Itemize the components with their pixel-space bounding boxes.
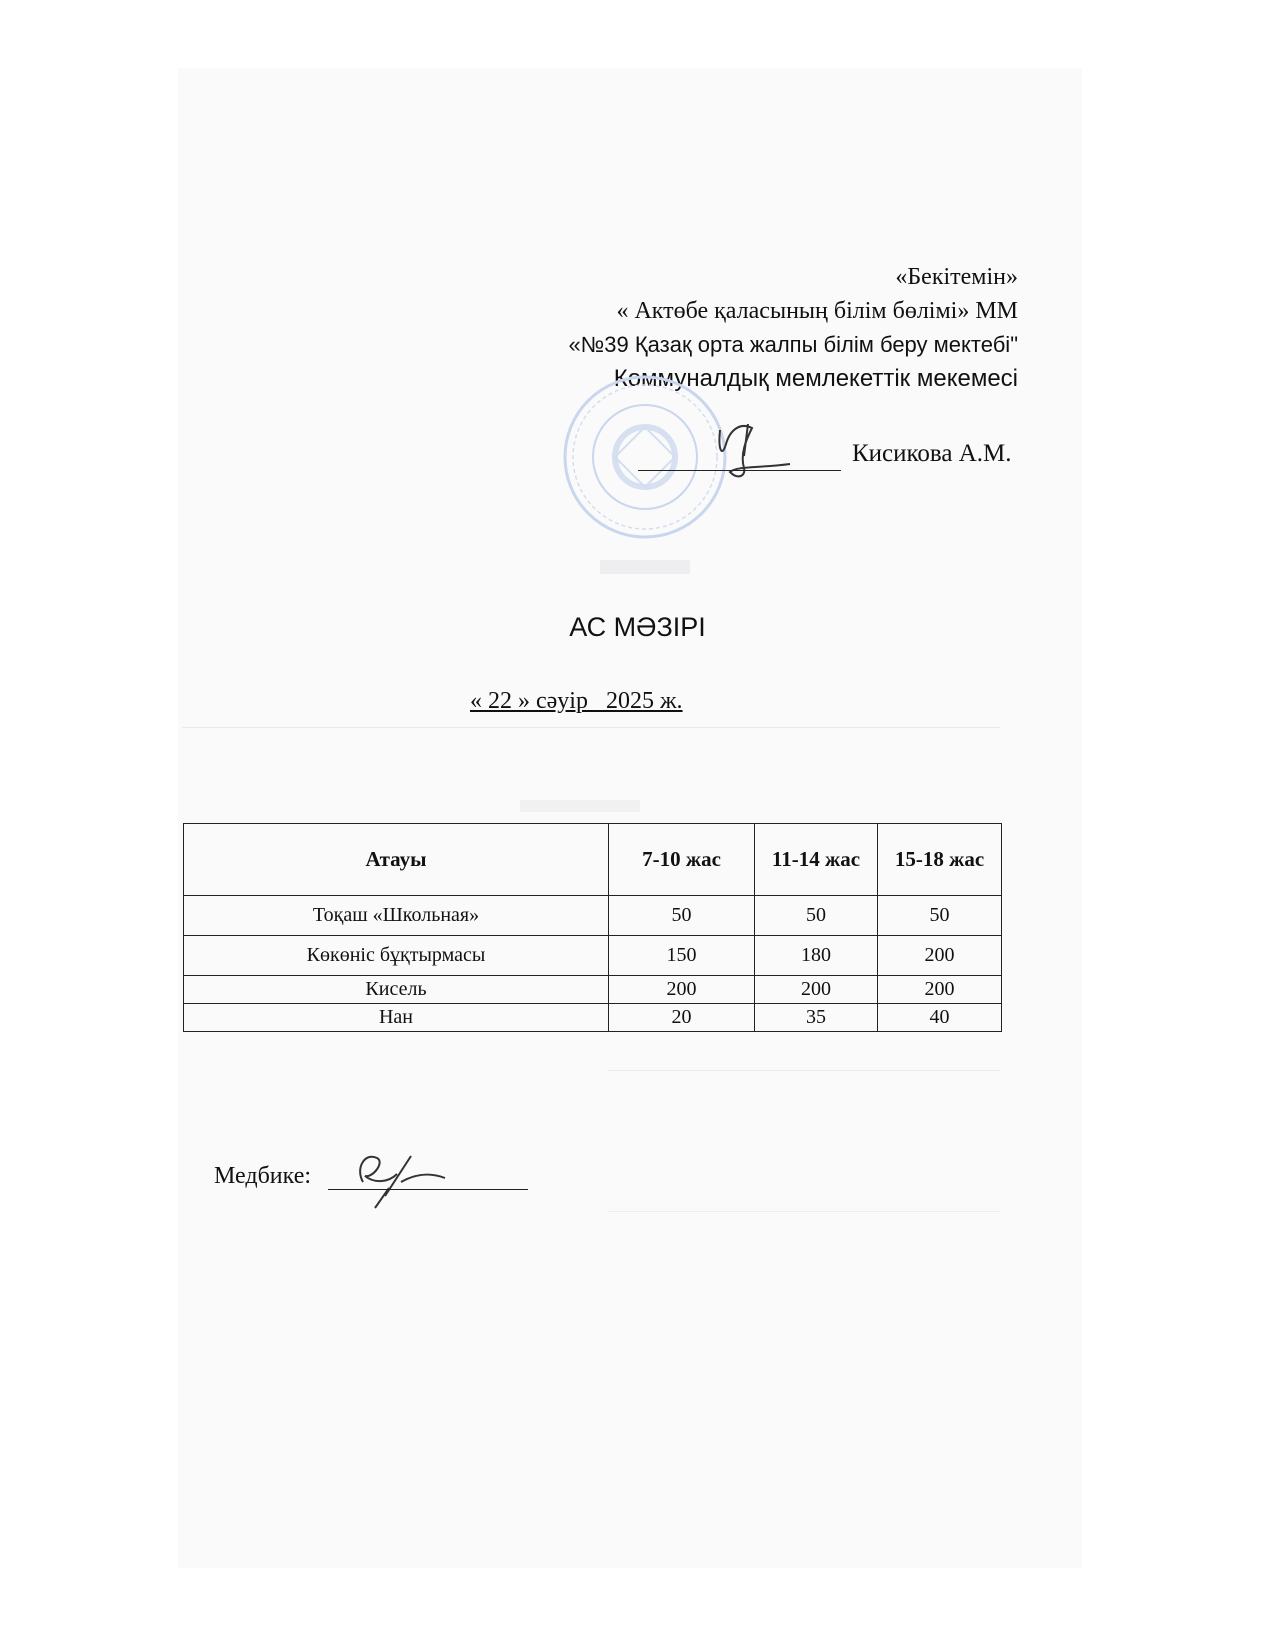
approval-institution-type: Коммуналдық мемлекеттік мекемесі	[613, 365, 1018, 392]
table-row	[184, 976, 1002, 1004]
portion-11-14: 50	[755, 896, 878, 936]
nurse-label: Медбике:	[214, 1163, 312, 1189]
table-row	[184, 896, 1002, 936]
portion-15-18: 200	[878, 936, 1002, 976]
director-signature-line	[638, 470, 841, 471]
portion-7-10: 150	[609, 936, 755, 976]
column-header-age-7-10: 7-10 жас	[609, 824, 755, 896]
portion-11-14: 180	[755, 936, 878, 976]
portion-15-18: 50	[878, 896, 1002, 936]
nurse-signature	[345, 1138, 455, 1218]
menu-table	[183, 823, 1002, 1032]
show-through-text	[600, 560, 690, 574]
dish-name: Көкөніс бұқтырмасы	[184, 936, 609, 976]
column-header-name: Атауы	[184, 824, 609, 896]
document-date: « 22 » сәуір 2025 ж.	[470, 688, 683, 714]
portion-11-14: 35	[755, 1004, 878, 1032]
approval-heading: «Бекітемін»	[895, 264, 1018, 290]
portion-7-10: 200	[609, 976, 755, 1004]
document-title: АС МӘЗІРІ	[569, 612, 706, 642]
table-header-row	[184, 824, 1002, 896]
portion-15-18: 40	[878, 1004, 1002, 1032]
approver-name: Кисикова А.М.	[852, 440, 1012, 467]
show-through-text	[520, 800, 640, 812]
dish-name: Кисель	[184, 976, 609, 1004]
portion-7-10: 50	[609, 896, 755, 936]
table-row	[184, 1004, 1002, 1032]
table-row	[184, 936, 1002, 976]
dish-name: Тоқаш «Школьная»	[184, 896, 609, 936]
approval-school: «№39 Қазақ орта жалпы білім беру мектебі"	[568, 332, 1018, 357]
nurse-signature-line	[328, 1189, 528, 1190]
show-through-table-lines	[182, 727, 1000, 728]
column-header-age-11-14: 11-14 жас	[755, 824, 878, 896]
column-header-age-15-18: 15-18 жас	[878, 824, 1002, 896]
portion-11-14: 200	[755, 976, 878, 1004]
dish-name: Нан	[184, 1004, 609, 1032]
director-signature	[700, 410, 820, 490]
approval-department: « Актөбе қаласының білім бөлімі» ММ	[616, 298, 1018, 324]
show-through-table-lines	[608, 1070, 1000, 1212]
portion-15-18: 200	[878, 976, 1002, 1004]
portion-7-10: 20	[609, 1004, 755, 1032]
